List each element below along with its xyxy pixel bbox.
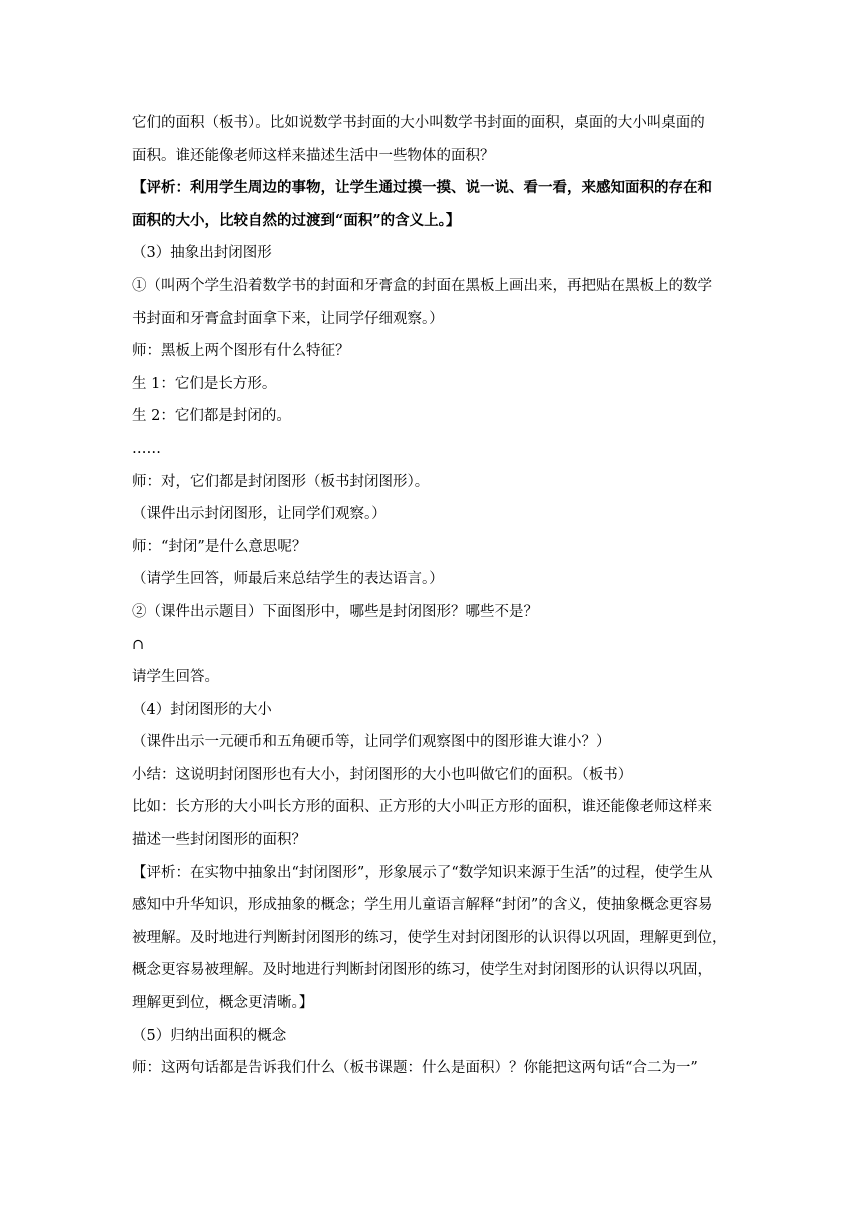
dialogue-line: 生 1：它们是长方形。 [132,375,277,392]
paragraph-line: 比如：长方形的大小叫长方形的面积、正方形的大小叫正方形的面积，谁还能像老师这样来 [132,799,712,816]
dialogue-line: 生 2：它们都是封闭的。 [132,408,291,425]
commentary-line: 【评析：在实物中抽象出“封闭图形”，形象展示了“数学知识来源于生活”的过程，使学生从 [132,864,713,881]
commentary-line: 被理解。及时地进行判断封闭图形的练习，使学生对封闭图形的认识得以巩固，理解更到位， [132,929,727,946]
dialogue-line: 师：黑板上两个图形有什么特征？ [132,343,350,360]
paragraph-line: 面积。谁还能像老师这样来描述生活中一些物体的面积？ [132,147,495,164]
dialogue-line: 师：对，它们都是封闭图形（板书封闭图形）。 [132,473,430,490]
section-heading: （5）归纳出面积的概念 [132,1027,287,1044]
commentary-line: 【评析：利用学生周边的事物，让学生通过摸一摸、说一说、看一看，来感知面积的存在和 [132,179,712,197]
commentary-line: 理解更到位，概念更清晰。】 [132,995,314,1012]
ellipsis-line: …… [132,440,161,457]
document-body [132,107,732,1085]
paragraph-line: 书封面和牙膏盒封面拿下来，让同学仔细观察。） [132,310,444,327]
section-heading: （3）抽象出封闭图形 [132,245,272,262]
paragraph-line: （课件出示一元硬币和五角硬币等，让同学们观察图中的图形谁大谁小？） [132,734,611,751]
dialogue-line: 师：“封闭”是什么意思呢？ [132,538,307,555]
paragraph-line: 小结：这说明封闭图形也有大小，封闭图形的大小也叫做它们的面积。（板书） [132,766,633,783]
paragraph-line: ①（叫两个学生沿着数学书的封面和牙膏盒的封面在黑板上画出来，再把贴在黑板上的数学 [132,277,712,294]
commentary-line: 感知中升华知识，形成抽象的概念；学生用儿童语言解释“封闭”的含义，使抽象概念更容易 [132,897,713,914]
paragraph-line: 请学生回答。 [132,669,219,686]
paragraph-line: （请学生回答，师最后来总结学生的表达语言。） [132,571,444,588]
symbol-line: ∩ [132,636,145,653]
section-heading: （4）封闭图形的大小 [132,701,272,718]
dialogue-line: 师：这两句话都是告诉我们什么（板书课题：什么是面积）？你能把这两句话“合二为一” [132,1060,698,1077]
paragraph-line: （课件出示封闭图形，让同学们观察。） [132,506,386,523]
paragraph-line: 它们的面积（板书）。比如说数学书封面的大小叫数学书封面的面积，桌面的大小叫桌面的 [132,115,705,131]
commentary-line: 概念更容易被理解。及时地进行判断封闭图形的练习，使学生对封闭图形的认识得以巩固， [132,962,712,979]
paragraph-line: ②（课件出示题目）下面图形中，哪些是封闭图形？哪些不是？ [132,603,538,620]
commentary-line: 面积的大小，比较自然的过渡到“面积”的含义上。】 [132,211,461,229]
paragraph-line: 描述一些封闭图形的面积？ [132,832,306,849]
